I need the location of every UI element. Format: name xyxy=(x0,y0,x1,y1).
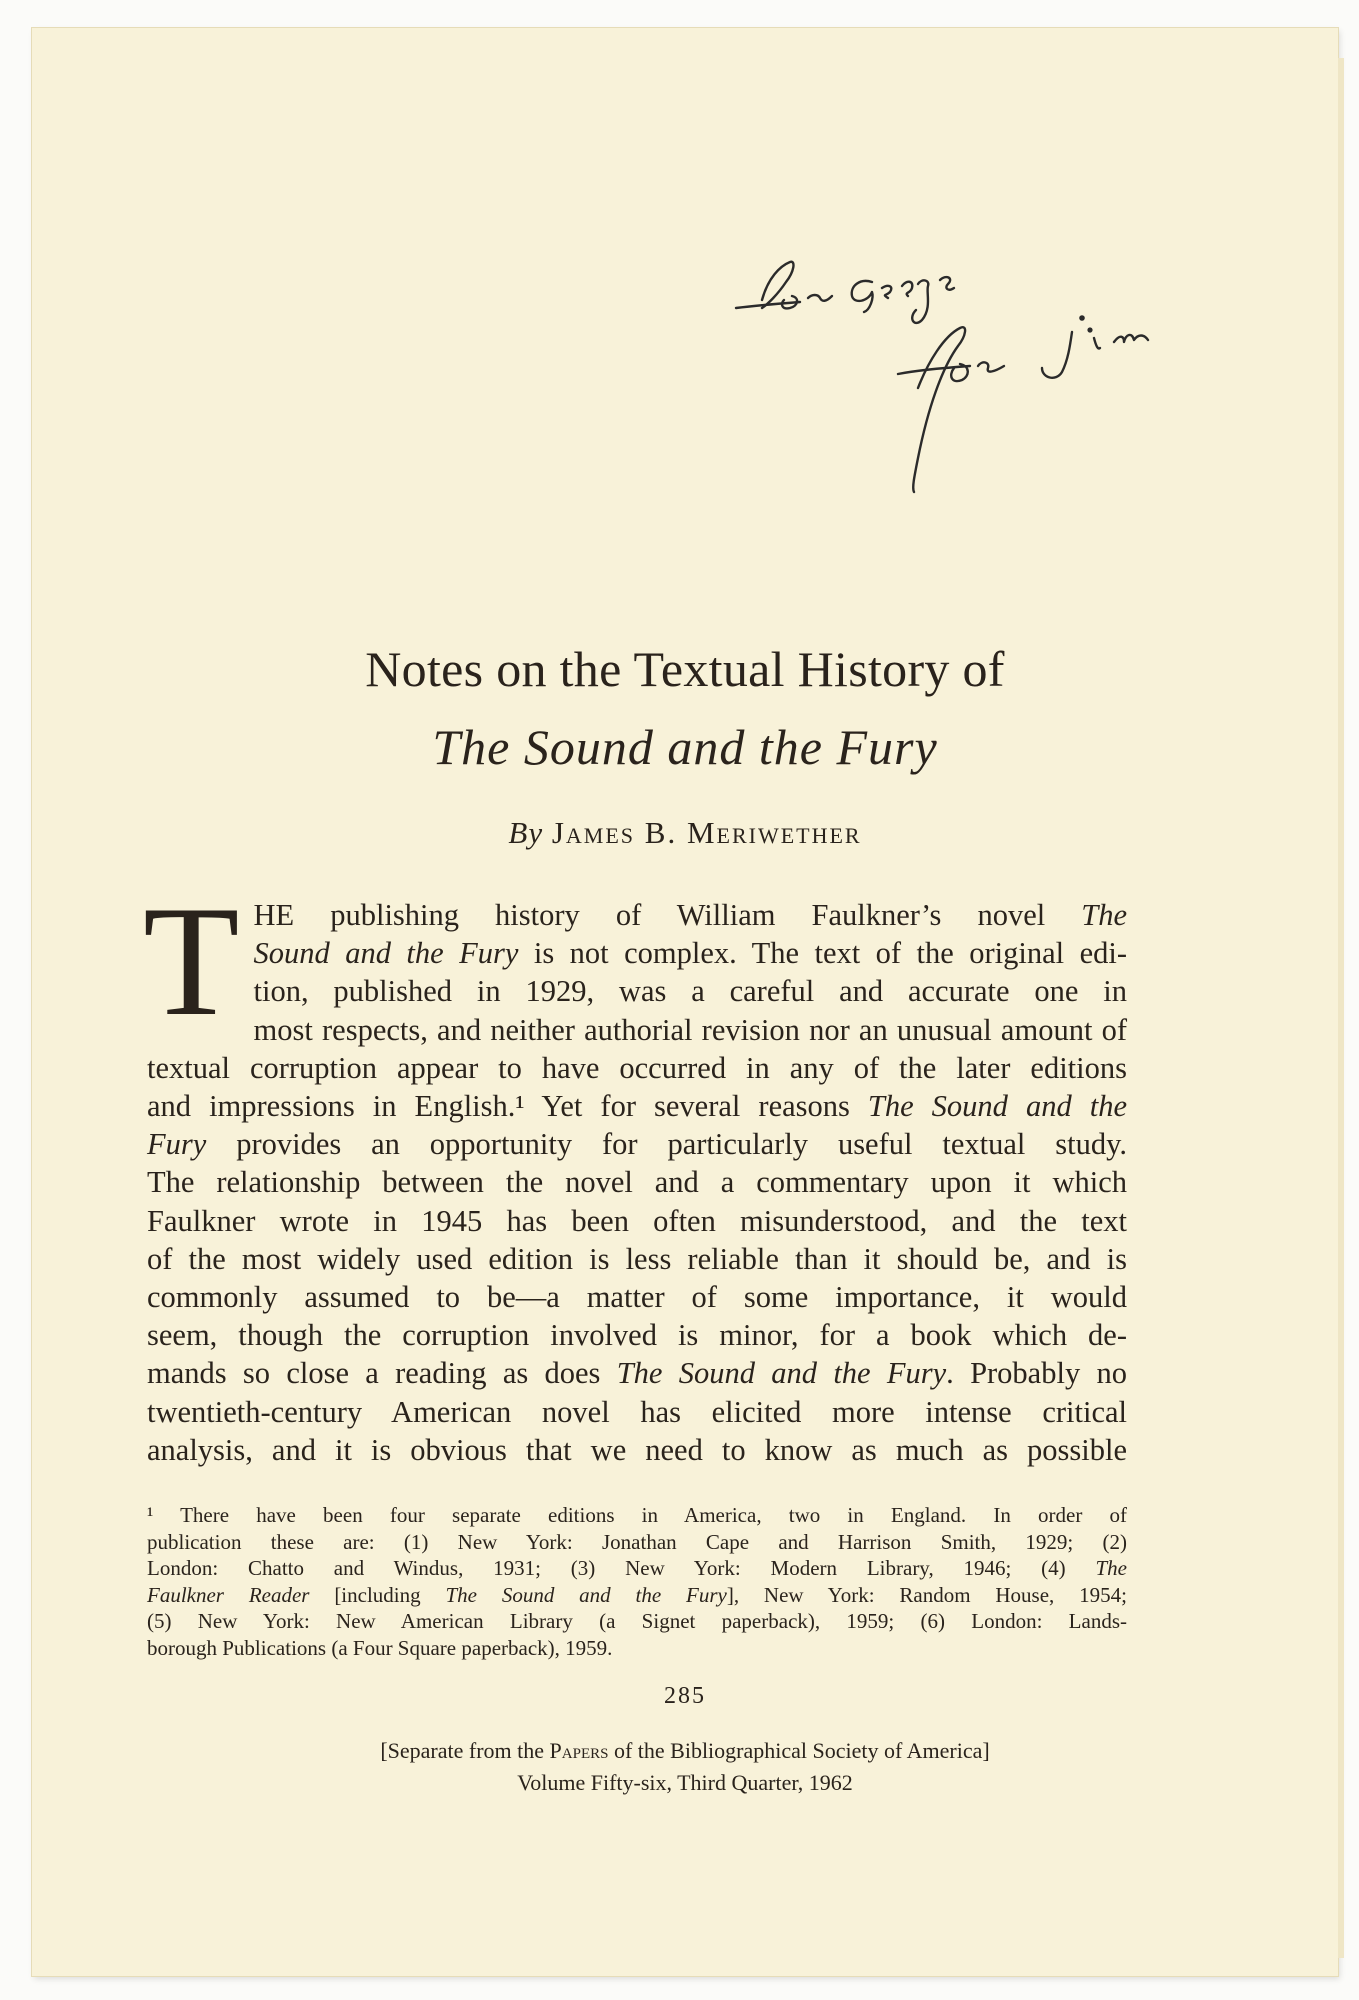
body-line: Fury provides an opportunity for particularly useful textual study. xyxy=(147,1127,1127,1162)
body-line: The relationship between the novel and a commentary upon it which xyxy=(147,1165,1127,1200)
byline-prefix: By xyxy=(508,815,544,850)
article-body xyxy=(143,874,1127,1469)
body-line: of the most widely used edition is less reliable than it should be, and is xyxy=(147,1241,1127,1276)
drop-cap: T xyxy=(143,874,240,1049)
body-line: commonly assumed to be—a matter of some importance, it would xyxy=(147,1280,1127,1315)
body-line: analysis, and it is obvious that we need to know as much as possible xyxy=(147,1432,1127,1467)
byline-author: James B. Meriwether xyxy=(551,815,862,850)
body-line: seem, though the corruption involved is minor, for a book which de- xyxy=(147,1318,1127,1353)
footnote-1 xyxy=(147,1502,1127,1661)
handwritten-inscription xyxy=(722,238,1242,528)
body-line: textual corruption appear to have occurred in any of the later editions xyxy=(147,1050,1127,1085)
offprint-page xyxy=(32,28,1338,1976)
footnote-line: publication these are: (1) New York: Jonathan Cape and Harrison Smith, 1929; (2) xyxy=(147,1529,1127,1554)
offprint-note-line2: Volume Fifty-six, Third Quarter, 1962 xyxy=(517,1770,853,1795)
footnote-line: (5) New York: New American Library (a Signet paperback), 1959; (6) London: Lands- xyxy=(147,1609,1127,1633)
byline xyxy=(32,815,1338,851)
body-line: Sound and the Fury is not complex. The text of the original edi- xyxy=(253,936,1127,971)
article-title-line1: Notes on the Textual History of xyxy=(365,641,1005,697)
body-line: tion, published in 1929, was a careful and accurate one in xyxy=(253,974,1127,1009)
footnote-line: London: Chatto and Windus, 1931; (3) New York: Modern Library, 1946; (4) The xyxy=(147,1556,1127,1580)
body-line: HE publishing history of William Faulkner’s novel The xyxy=(253,898,1127,932)
body-line: most respects, and neither authorial revision nor an unusual amount of xyxy=(253,1012,1127,1047)
article-title-line2: The Sound and the Fury xyxy=(432,719,938,775)
body-line: Faulkner wrote in 1945 has been often misunderstood, and the text xyxy=(147,1203,1127,1238)
page-number: 285 xyxy=(664,1683,706,1709)
footnote-line: ¹ There have been four separate editions in America, two in England. In order of xyxy=(147,1503,1127,1527)
footnote-line: Faulkner Reader [including The Sound and the Fury], New York: Random House, 1954; xyxy=(147,1582,1127,1607)
body-line: twentieth-century American novel has elicited more intense critical xyxy=(147,1394,1127,1429)
body-line: mands so close a reading as does The Sound and the Fury. Probably no xyxy=(147,1356,1127,1391)
offprint-note-line1: [Separate from the Papers of the Bibliographical Society of America] xyxy=(380,1738,990,1763)
footnote-line: borough Publications (a Four Square paperback), 1959. xyxy=(147,1635,613,1660)
body-line: and impressions in English.¹ Yet for several reasons The Sound and the xyxy=(147,1089,1127,1124)
